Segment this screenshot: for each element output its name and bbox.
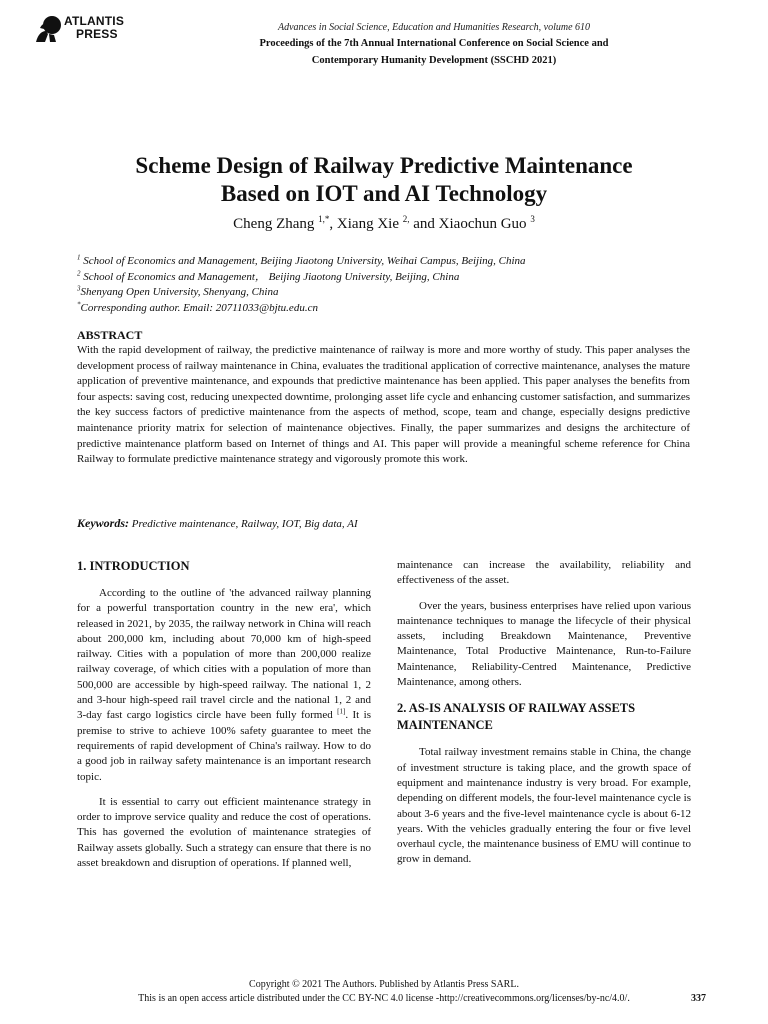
page-footer xyxy=(40,978,728,1006)
section-heading: 1. INTRODUCTION xyxy=(77,559,190,573)
affiliation-mark: 3 xyxy=(77,284,81,293)
author-name: Cheng Zhang xyxy=(233,216,315,232)
publisher-logo xyxy=(12,14,124,46)
affiliation-text: Shenyang Open University, Shenyang, China xyxy=(80,286,279,298)
affiliation-text: School of Economics and Management， Beijing Jiaotong University, Beijing, China xyxy=(80,270,460,283)
paragraph xyxy=(77,586,371,785)
affiliation-item xyxy=(77,254,526,270)
atlas-figure-icon xyxy=(30,14,66,44)
paper-title xyxy=(40,152,728,208)
author-separator: , xyxy=(329,216,337,232)
paragraph-text: According to the outline of 'the advanced railway planning for a powerful transportation country in the new era', which released in 2021, by 2035, the railway network in China will reach about 200,000 km, including about 70,000 km of high-speed railway. Cities with a population of more than 200,000 realize railway coverage, of which cities with a population of more than 500,000 are accessible by high-speed railway. The national 1, 2 and 3-hour high-speed rail travel circle and the national 1, 2 and 3-day fast cargo logistics circle have been fully formed xyxy=(77,587,371,722)
left-column xyxy=(77,558,371,881)
proceedings-line-2: Contemporary Humanity Development (SSCHD 2021) xyxy=(311,55,557,66)
paragraph-text: . It is premise to strive to achieve 100% safety guarantee to meet the requirements of rapid development of China's railway. How to do a good job in railway safety maintenance is an important research topic. xyxy=(77,709,371,783)
affiliation-item xyxy=(77,270,526,286)
corresponding-author xyxy=(77,301,526,317)
paragraph: Total railway investment remains stable in China, the change of investment structure is taking place, and the growth space of equipment and maintenance industry is very broad. For example, depending on different models, the four-level maintenance cycle is about 3-6 years and the five-level maintenance cycle is about 6-12 years. With the vehicles gradually entering the four or five level overhaul cycle, the maintenance business of EMU will continue to grow in demand. xyxy=(397,746,691,866)
citation-ref[interactable]: [1] xyxy=(337,707,346,716)
affiliation-mark: 1 xyxy=(77,253,81,262)
affiliation-text: Corresponding author. Email: 20711033@bjtu.edu.cn xyxy=(80,301,318,314)
title-line-1: Scheme Design of Railway Predictive Maintenance xyxy=(135,153,633,178)
journal-name: Advances in Social Science, Education and Humanities Research, volume 610 xyxy=(277,22,591,33)
author-affiliation-mark: 3 xyxy=(530,214,535,224)
keywords-line xyxy=(77,515,358,532)
proceedings-line-1: Proceedings of the 7th Annual International Conference on Social Science and xyxy=(259,38,609,49)
author-separator: and xyxy=(409,216,439,232)
section-heading xyxy=(397,700,691,734)
author-name: Xiang Xie xyxy=(336,216,399,232)
affiliation-mark: 2 xyxy=(77,268,81,277)
abstract-body: With the rapid development of railway, the predictive maintenance of railway is more and more worthy of study. This paper analyses the development process of railway maintenance in China, evaluates the traditional application of corrective maintenance, analyses the mature application of preventive maintenance, and expounds that predictive maintenance has been applied. This paper analyses the benefits from four aspects: saving cost, reducing unexpected downtime, prolonging asset life cycle and enhancing customer satisfaction, and summarizes the key success factors of predictive maintenance from the aspects of method, scope, team and change, especially designs predictive maintenance priority matrix for selection of maintenance objectives. Finally, the paper summarizes and designs the architecture of predictive maintenance platform based on Internet of things and AI. This paper will provide a meaningful scheme reference for China Railway to formulate predictive maintenance strategy and vigorously promote this work. xyxy=(77,344,690,466)
right-column xyxy=(397,558,691,878)
paragraph: Over the years, business enterprises have relied upon various maintenance techniques to manage the lifecycle of their physical assets, including Breakdown Maintenance, Preventive Maintenance, Total Productive Maintenance, Run-to-Failure Maintenance, Reliability-Centred Maintenance, Predictive Maintenance, among others. xyxy=(397,599,691,689)
running-header xyxy=(120,20,748,69)
affiliation-item xyxy=(77,285,526,301)
keywords-text: Predictive maintenance, Railway, IOT, Big data, AI xyxy=(129,518,358,530)
abstract-section xyxy=(77,328,690,468)
page-number: 337 xyxy=(691,993,706,1004)
author-affiliation-mark: 1,* xyxy=(318,214,330,224)
paragraph: It is essential to carry out efficient maintenance strategy in order to improve service quality and reduce the cost of operations. This has governed the evolution of maintenance strategies of Railway assets globally. Such a strategy can ensure that there is no asset breakdown and disruption of operations. If planned well, xyxy=(77,795,371,870)
title-line-2: Based on IOT and AI Technology xyxy=(220,181,548,206)
affiliation-mark: * xyxy=(77,299,81,308)
paragraph: maintenance can increase the availability, reliability and effectiveness of the asset. xyxy=(397,559,691,587)
section-heading-line: 2. AS-IS ANALYSIS OF RAILWAY ASSETS xyxy=(397,701,636,716)
author-list xyxy=(40,214,728,234)
license-notice: This is an open access article distributed under the CC BY-NC 4.0 license -http://creativecommons.org/licenses/by-nc/4.0/. xyxy=(138,993,630,1004)
logo-wordmark: ATLANTIS PRESS xyxy=(64,14,125,41)
keywords-label: Keywords: xyxy=(77,516,129,530)
abstract-heading: ABSTRACT xyxy=(77,328,143,342)
copyright-notice: Copyright © 2021 The Authors. Published by Atlantis Press SARL. xyxy=(249,979,519,990)
author-affiliation-mark: 2, xyxy=(402,214,410,224)
section-heading-line: MAINTENANCE xyxy=(397,718,493,733)
affiliation-text: School of Economics and Management, Beijing Jiaotong University, Weihai Campus, Beijing, China xyxy=(80,255,526,267)
affiliation-list xyxy=(77,254,526,316)
author-name: Xiaochun Guo xyxy=(438,216,527,232)
